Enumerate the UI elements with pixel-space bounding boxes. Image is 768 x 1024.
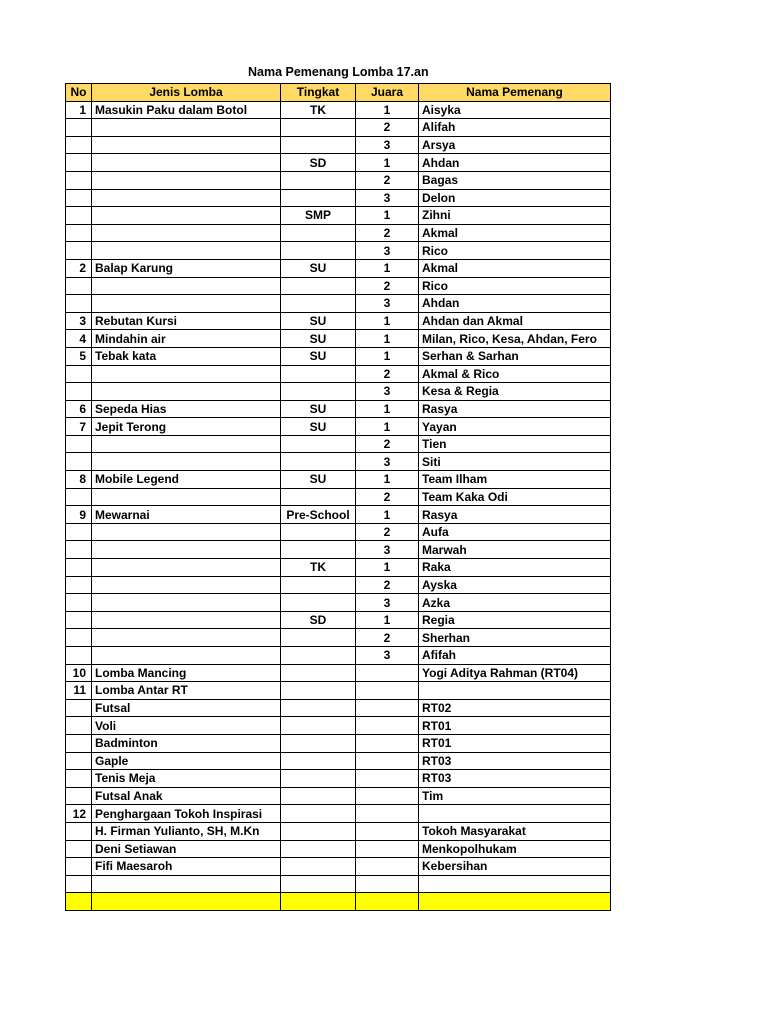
cell-juara: 1 xyxy=(356,154,419,172)
cell-nama-pemenang: Zihni xyxy=(419,207,611,225)
cell-jenis-lomba: Lomba Mancing xyxy=(92,664,281,682)
cell-no xyxy=(66,207,92,225)
cell-juara: 2 xyxy=(356,277,419,295)
cell-nama-pemenang: Sherhan xyxy=(419,629,611,647)
cell-juara: 3 xyxy=(356,242,419,260)
table-row xyxy=(66,699,611,717)
cell-nama-pemenang: Serhan & Sarhan xyxy=(419,347,611,365)
table-row xyxy=(66,119,611,137)
cell-jenis-lomba: Mobile Legend xyxy=(92,471,281,489)
cell-no xyxy=(66,576,92,594)
cell-no xyxy=(66,840,92,858)
cell-juara: 2 xyxy=(356,224,419,242)
table-row xyxy=(66,101,611,119)
cell-jenis-lomba xyxy=(92,242,281,260)
cell-no: 12 xyxy=(66,805,92,823)
cell-nama-pemenang: Regia xyxy=(419,611,611,629)
cell-tingkat xyxy=(281,435,356,453)
cell-nama-pemenang: RT03 xyxy=(419,752,611,770)
cell-jenis-lomba xyxy=(92,119,281,137)
cell-jenis-lomba xyxy=(92,523,281,541)
header-no: No xyxy=(66,84,92,102)
cell-nama-pemenang: RT01 xyxy=(419,734,611,752)
cell-jenis-lomba xyxy=(92,488,281,506)
table-row xyxy=(66,242,611,260)
highlighted-cell xyxy=(66,893,92,911)
cell-no xyxy=(66,224,92,242)
table-row xyxy=(66,207,611,225)
cell-jenis-lomba: Jepit Terong xyxy=(92,418,281,436)
cell-juara: 3 xyxy=(356,295,419,313)
cell-tingkat xyxy=(281,770,356,788)
cell-juara: 2 xyxy=(356,629,419,647)
cell-nama-pemenang: RT01 xyxy=(419,717,611,735)
table-row xyxy=(66,576,611,594)
cell-nama-pemenang: Ahdan xyxy=(419,295,611,313)
cell-nama-pemenang: Yogi Aditya Rahman (RT04) xyxy=(419,664,611,682)
cell-nama-pemenang: Team Kaka Odi xyxy=(419,488,611,506)
cell-tingkat xyxy=(281,523,356,541)
cell-tingkat xyxy=(281,875,356,893)
cell-nama-pemenang: Raka xyxy=(419,559,611,577)
cell-tingkat xyxy=(281,682,356,700)
cell-jenis-lomba xyxy=(92,594,281,612)
cell-no: 3 xyxy=(66,312,92,330)
cell-nama-pemenang: Aufa xyxy=(419,523,611,541)
cell-nama-pemenang: Rasya xyxy=(419,506,611,524)
cell-jenis-lomba: Gaple xyxy=(92,752,281,770)
cell-juara xyxy=(356,682,419,700)
cell-nama-pemenang: Tien xyxy=(419,435,611,453)
table-row xyxy=(66,488,611,506)
cell-tingkat xyxy=(281,365,356,383)
cell-juara: 1 xyxy=(356,330,419,348)
table-row xyxy=(66,717,611,735)
cell-jenis-lomba xyxy=(92,576,281,594)
cell-no xyxy=(66,647,92,665)
cell-no xyxy=(66,453,92,471)
cell-tingkat: Pre-School xyxy=(281,506,356,524)
cell-juara: 3 xyxy=(356,541,419,559)
cell-juara: 2 xyxy=(356,365,419,383)
cell-jenis-lomba xyxy=(92,435,281,453)
cell-tingkat xyxy=(281,541,356,559)
table-row xyxy=(66,805,611,823)
header-juara: Juara xyxy=(356,84,419,102)
table-row xyxy=(66,734,611,752)
table-row xyxy=(66,277,611,295)
cell-tingkat xyxy=(281,295,356,313)
cell-no xyxy=(66,435,92,453)
cell-tingkat: SU xyxy=(281,400,356,418)
cell-juara xyxy=(356,875,419,893)
cell-no xyxy=(66,295,92,313)
cell-jenis-lomba: Voli xyxy=(92,717,281,735)
cell-juara: 1 xyxy=(356,471,419,489)
cell-no xyxy=(66,541,92,559)
cell-juara xyxy=(356,770,419,788)
cell-no xyxy=(66,875,92,893)
header-nama-pemenang: Nama Pemenang xyxy=(419,84,611,102)
cell-no: 8 xyxy=(66,471,92,489)
cell-no xyxy=(66,383,92,401)
cell-no xyxy=(66,277,92,295)
table-row xyxy=(66,559,611,577)
table-row xyxy=(66,453,611,471)
table-row xyxy=(66,171,611,189)
cell-jenis-lomba xyxy=(92,611,281,629)
cell-tingkat: SU xyxy=(281,330,356,348)
cell-juara: 1 xyxy=(356,400,419,418)
cell-juara xyxy=(356,664,419,682)
cell-nama-pemenang: Ahdan xyxy=(419,154,611,172)
header-tingkat: Tingkat xyxy=(281,84,356,102)
cell-nama-pemenang: Menkopolhukam xyxy=(419,840,611,858)
winners-table xyxy=(65,83,611,911)
cell-jenis-lomba: Badminton xyxy=(92,734,281,752)
cell-nama-pemenang: Bagas xyxy=(419,171,611,189)
table-row xyxy=(66,770,611,788)
table-row xyxy=(66,629,611,647)
cell-tingkat: TK xyxy=(281,101,356,119)
cell-juara xyxy=(356,822,419,840)
cell-jenis-lomba: Rebutan Kursi xyxy=(92,312,281,330)
cell-jenis-lomba xyxy=(92,171,281,189)
cell-tingkat xyxy=(281,171,356,189)
cell-tingkat: SD xyxy=(281,154,356,172)
cell-juara xyxy=(356,717,419,735)
cell-juara: 1 xyxy=(356,259,419,277)
cell-juara: 3 xyxy=(356,453,419,471)
cell-no xyxy=(66,523,92,541)
cell-no: 10 xyxy=(66,664,92,682)
cell-no xyxy=(66,717,92,735)
cell-jenis-lomba: Lomba Antar RT xyxy=(92,682,281,700)
cell-juara: 2 xyxy=(356,171,419,189)
table-row xyxy=(66,154,611,172)
cell-tingkat xyxy=(281,629,356,647)
table-row xyxy=(66,471,611,489)
cell-jenis-lomba: Mindahin air xyxy=(92,330,281,348)
cell-no xyxy=(66,559,92,577)
cell-nama-pemenang: Yayan xyxy=(419,418,611,436)
cell-tingkat xyxy=(281,805,356,823)
cell-nama-pemenang xyxy=(419,875,611,893)
cell-no xyxy=(66,365,92,383)
table-row xyxy=(66,822,611,840)
cell-no: 11 xyxy=(66,682,92,700)
cell-jenis-lomba xyxy=(92,365,281,383)
cell-tingkat xyxy=(281,224,356,242)
cell-tingkat: TK xyxy=(281,559,356,577)
table-row xyxy=(66,682,611,700)
cell-tingkat xyxy=(281,119,356,137)
cell-nama-pemenang: Ahdan dan Akmal xyxy=(419,312,611,330)
cell-jenis-lomba xyxy=(92,647,281,665)
table-row xyxy=(66,347,611,365)
table-row xyxy=(66,787,611,805)
cell-tingkat xyxy=(281,453,356,471)
cell-juara xyxy=(356,858,419,876)
cell-nama-pemenang: Marwah xyxy=(419,541,611,559)
table-row xyxy=(66,541,611,559)
cell-no: 4 xyxy=(66,330,92,348)
cell-juara: 1 xyxy=(356,418,419,436)
page-title: Nama Pemenang Lomba 17.an xyxy=(248,65,429,79)
cell-no xyxy=(66,699,92,717)
table-row xyxy=(66,840,611,858)
cell-no xyxy=(66,189,92,207)
cell-nama-pemenang: Afifah xyxy=(419,647,611,665)
cell-jenis-lomba: H. Firman Yulianto, SH, M.Kn xyxy=(92,822,281,840)
table-row xyxy=(66,858,611,876)
cell-jenis-lomba xyxy=(92,383,281,401)
table-row xyxy=(66,752,611,770)
cell-no xyxy=(66,787,92,805)
cell-no xyxy=(66,171,92,189)
table-row xyxy=(66,136,611,154)
table-row xyxy=(66,664,611,682)
cell-tingkat: SU xyxy=(281,312,356,330)
cell-jenis-lomba: Tebak kata xyxy=(92,347,281,365)
table-row xyxy=(66,594,611,612)
cell-juara: 2 xyxy=(356,523,419,541)
cell-no xyxy=(66,629,92,647)
cell-tingkat: SU xyxy=(281,471,356,489)
cell-no: 6 xyxy=(66,400,92,418)
cell-tingkat xyxy=(281,734,356,752)
table-row xyxy=(66,400,611,418)
table-row xyxy=(66,383,611,401)
cell-jenis-lomba: Deni Setiawan xyxy=(92,840,281,858)
cell-no xyxy=(66,858,92,876)
cell-no xyxy=(66,242,92,260)
cell-nama-pemenang: Delon xyxy=(419,189,611,207)
cell-jenis-lomba xyxy=(92,541,281,559)
cell-nama-pemenang: Azka xyxy=(419,594,611,612)
cell-nama-pemenang: Tokoh Masyarakat xyxy=(419,822,611,840)
cell-no xyxy=(66,594,92,612)
cell-tingkat xyxy=(281,488,356,506)
cell-tingkat xyxy=(281,699,356,717)
cell-juara: 1 xyxy=(356,312,419,330)
cell-juara: 2 xyxy=(356,576,419,594)
table-row xyxy=(66,312,611,330)
cell-nama-pemenang: Milan, Rico, Kesa, Ahdan, Fero xyxy=(419,330,611,348)
cell-nama-pemenang xyxy=(419,805,611,823)
highlighted-cell xyxy=(281,893,356,911)
cell-jenis-lomba xyxy=(92,136,281,154)
cell-jenis-lomba: Futsal Anak xyxy=(92,787,281,805)
cell-nama-pemenang: Kesa & Regia xyxy=(419,383,611,401)
highlighted-empty-row xyxy=(66,893,611,911)
cell-juara xyxy=(356,805,419,823)
cell-juara: 1 xyxy=(356,347,419,365)
cell-jenis-lomba xyxy=(92,277,281,295)
cell-juara: 3 xyxy=(356,647,419,665)
cell-tingkat xyxy=(281,576,356,594)
table-row xyxy=(66,506,611,524)
cell-tingkat: SU xyxy=(281,418,356,436)
cell-jenis-lomba: Balap Karung xyxy=(92,259,281,277)
cell-tingkat xyxy=(281,822,356,840)
cell-jenis-lomba xyxy=(92,189,281,207)
cell-tingkat xyxy=(281,383,356,401)
cell-no xyxy=(66,154,92,172)
cell-jenis-lomba xyxy=(92,453,281,471)
cell-nama-pemenang: Rasya xyxy=(419,400,611,418)
table-row xyxy=(66,647,611,665)
cell-jenis-lomba: Mewarnai xyxy=(92,506,281,524)
cell-nama-pemenang: Alifah xyxy=(419,119,611,137)
cell-nama-pemenang: Aisyka xyxy=(419,101,611,119)
table-row xyxy=(66,224,611,242)
cell-nama-pemenang: Siti xyxy=(419,453,611,471)
cell-no: 5 xyxy=(66,347,92,365)
cell-tingkat xyxy=(281,840,356,858)
cell-tingkat xyxy=(281,277,356,295)
cell-nama-pemenang: Arsya xyxy=(419,136,611,154)
cell-nama-pemenang xyxy=(419,682,611,700)
cell-juara: 1 xyxy=(356,559,419,577)
cell-jenis-lomba: Fifi Maesaroh xyxy=(92,858,281,876)
cell-juara xyxy=(356,734,419,752)
cell-no: 7 xyxy=(66,418,92,436)
cell-no: 2 xyxy=(66,259,92,277)
cell-juara: 3 xyxy=(356,136,419,154)
cell-tingkat: SD xyxy=(281,611,356,629)
cell-juara xyxy=(356,752,419,770)
cell-tingkat xyxy=(281,242,356,260)
cell-no xyxy=(66,136,92,154)
table-row xyxy=(66,418,611,436)
cell-nama-pemenang: Ayska xyxy=(419,576,611,594)
header-jenis-lomba: Jenis Lomba xyxy=(92,84,281,102)
highlighted-cell xyxy=(92,893,281,911)
cell-nama-pemenang: Team Ilham xyxy=(419,471,611,489)
cell-tingkat xyxy=(281,664,356,682)
highlighted-cell xyxy=(356,893,419,911)
cell-jenis-lomba xyxy=(92,207,281,225)
cell-jenis-lomba xyxy=(92,224,281,242)
cell-no xyxy=(66,488,92,506)
cell-no xyxy=(66,611,92,629)
cell-juara: 3 xyxy=(356,383,419,401)
cell-tingkat xyxy=(281,647,356,665)
cell-no xyxy=(66,734,92,752)
cell-jenis-lomba: Masukin Paku dalam Botol xyxy=(92,101,281,119)
cell-juara xyxy=(356,787,419,805)
cell-tingkat xyxy=(281,189,356,207)
cell-no xyxy=(66,770,92,788)
table-row xyxy=(66,611,611,629)
cell-tingkat xyxy=(281,594,356,612)
cell-tingkat: SMP xyxy=(281,207,356,225)
table-row xyxy=(66,435,611,453)
cell-tingkat xyxy=(281,717,356,735)
cell-jenis-lomba: Sepeda Hias xyxy=(92,400,281,418)
cell-juara: 1 xyxy=(356,207,419,225)
cell-tingkat xyxy=(281,787,356,805)
cell-nama-pemenang: Rico xyxy=(419,242,611,260)
cell-tingkat: SU xyxy=(281,347,356,365)
table-row xyxy=(66,259,611,277)
table-header-row xyxy=(66,84,611,102)
table-row xyxy=(66,295,611,313)
cell-no xyxy=(66,822,92,840)
cell-jenis-lomba xyxy=(92,629,281,647)
cell-no xyxy=(66,119,92,137)
highlighted-cell xyxy=(419,893,611,911)
cell-jenis-lomba xyxy=(92,875,281,893)
table-row xyxy=(66,365,611,383)
cell-jenis-lomba xyxy=(92,559,281,577)
cell-jenis-lomba xyxy=(92,295,281,313)
cell-tingkat xyxy=(281,752,356,770)
cell-nama-pemenang: Tim xyxy=(419,787,611,805)
cell-jenis-lomba: Futsal xyxy=(92,699,281,717)
cell-juara: 2 xyxy=(356,119,419,137)
cell-juara: 2 xyxy=(356,435,419,453)
cell-jenis-lomba: Tenis Meja xyxy=(92,770,281,788)
cell-jenis-lomba: Penghargaan Tokoh Inspirasi xyxy=(92,805,281,823)
cell-no: 9 xyxy=(66,506,92,524)
cell-juara: 1 xyxy=(356,611,419,629)
cell-tingkat xyxy=(281,858,356,876)
cell-nama-pemenang: Akmal & Rico xyxy=(419,365,611,383)
cell-juara: 3 xyxy=(356,594,419,612)
cell-juara: 2 xyxy=(356,488,419,506)
table-row xyxy=(66,523,611,541)
cell-juara: 1 xyxy=(356,506,419,524)
cell-nama-pemenang: RT03 xyxy=(419,770,611,788)
cell-juara: 3 xyxy=(356,189,419,207)
table-row xyxy=(66,875,611,893)
cell-nama-pemenang: Akmal xyxy=(419,259,611,277)
cell-jenis-lomba xyxy=(92,154,281,172)
cell-no: 1 xyxy=(66,101,92,119)
cell-tingkat xyxy=(281,136,356,154)
cell-juara xyxy=(356,840,419,858)
cell-juara xyxy=(356,699,419,717)
cell-tingkat: SU xyxy=(281,259,356,277)
cell-nama-pemenang: Rico xyxy=(419,277,611,295)
cell-nama-pemenang: Kebersihan xyxy=(419,858,611,876)
cell-nama-pemenang: RT02 xyxy=(419,699,611,717)
table-row xyxy=(66,330,611,348)
cell-no xyxy=(66,752,92,770)
cell-nama-pemenang: Akmal xyxy=(419,224,611,242)
cell-juara: 1 xyxy=(356,101,419,119)
table-row xyxy=(66,189,611,207)
